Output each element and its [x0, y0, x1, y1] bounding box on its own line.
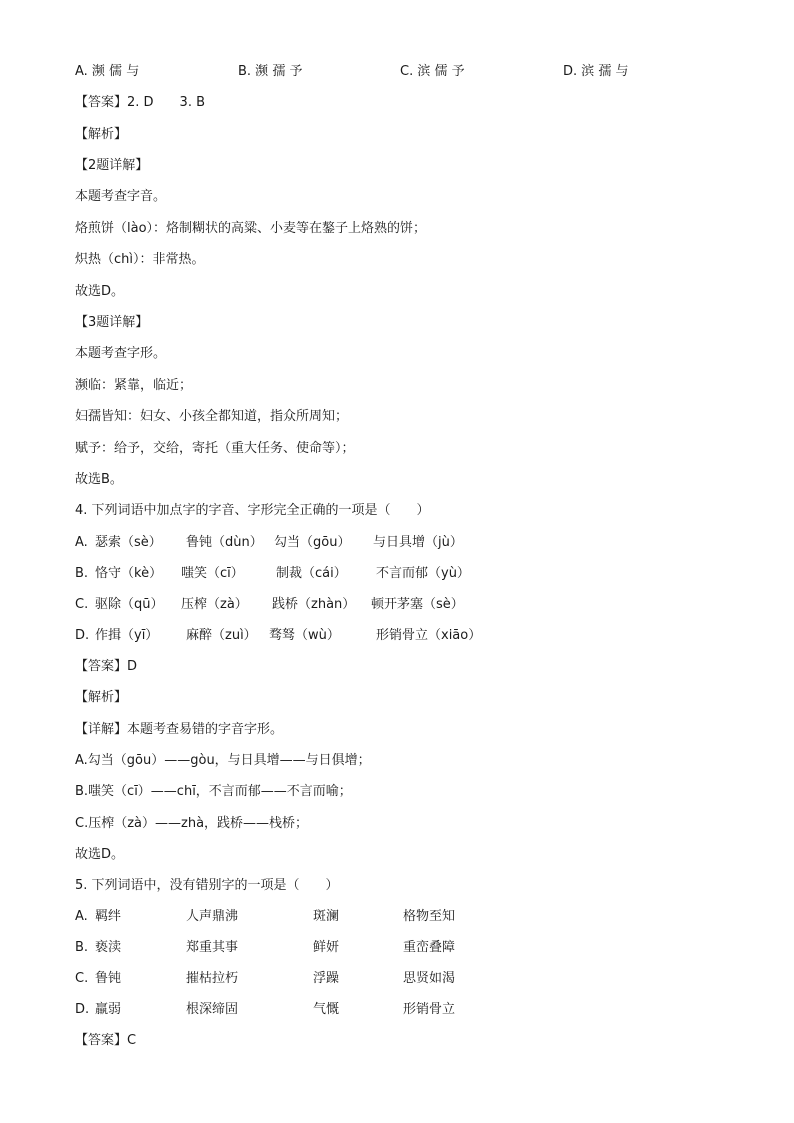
q5-option-cell: 形销骨立 [403, 1002, 456, 1017]
q3-detail-line: 故选B。 [75, 472, 123, 487]
q5-row-label: B. [75, 940, 89, 955]
answer-text: C [127, 1033, 137, 1048]
q4-option-cell: 不言而郁（yù） [376, 566, 470, 581]
q4-detail-line [75, 722, 283, 738]
q5-option-cell: 重峦叠障 [403, 940, 456, 955]
answer-text: 2. D 3. B [127, 95, 206, 110]
q4-option-cell: 驱除（qū） [95, 597, 164, 612]
q4-option-cell: 顿开茅塞（sè） [371, 597, 464, 612]
q3-detail-heading: 【3题详解】 [75, 315, 149, 330]
detail-label: 【详解】 [75, 722, 128, 737]
q5-option-cell: 羁绊 [95, 909, 122, 924]
q2-detail-line: 本题考查字音。 [75, 189, 167, 204]
q2-detail-line: 炽热（chì）：非常热。 [75, 252, 205, 267]
q4-option-cell: 与日具增（jù） [373, 535, 463, 550]
q2-detail-line: 烙煎饼（lào）：烙制糊状的高粱、小麦等在鏊子上烙熟的饼； [75, 221, 427, 236]
q4-detail-line: A.勾当（gōu）——gòu，与日具增——与日俱增； [75, 753, 371, 768]
q5-option-cell: 郑重其事 [186, 940, 239, 955]
answer-line [75, 95, 205, 111]
q5-option-cell: 摧枯拉朽 [186, 971, 239, 986]
q4-row-label: A. [75, 535, 88, 550]
q4-detail-line: B.嗤笑（cī）——chī，不言而郁——不言而喻； [75, 784, 352, 799]
q4-option-cell: 勾当（gōu） [274, 535, 351, 550]
q2-detail-line: 故选D。 [75, 284, 125, 299]
q5-answer-line [75, 1033, 136, 1049]
question-5-stem: 5. 下列词语中，没有错别字的一项是（ ） [75, 878, 339, 893]
q4-option-cell: 瑟索（sè） [95, 535, 162, 550]
q4-detail-line: 故选D。 [75, 847, 125, 862]
q4-option-cell: 嗤笑（cī） [181, 566, 244, 581]
q4-detail-line: C.压榨（zà）——zhà，践桥——栈桥； [75, 816, 309, 831]
q5-option-cell: 浮躁 [313, 971, 340, 986]
q5-option-cell: 鲁钝 [95, 971, 122, 986]
option-b: B. 濒 孺 予 [238, 64, 303, 79]
q5-option-cell: 根深缔固 [186, 1002, 239, 1017]
q5-row-label: D. [75, 1002, 90, 1017]
q4-row-label: C. [75, 597, 89, 612]
detail-text: 本题考查易错的字音字形。 [127, 722, 284, 737]
q4-option-cell: 鲁钝（dùn） [186, 535, 263, 550]
option-c: C. 滨 儒 予 [400, 64, 465, 79]
answer-label: 【答案】 [75, 1033, 128, 1048]
q5-option-cell: 气慨 [313, 1002, 340, 1017]
answer-label: 【答案】 [75, 659, 128, 674]
q4-option-cell: 形销骨立（xiāo） [376, 628, 482, 643]
q4-option-cell: 践桥（zhàn） [272, 597, 356, 612]
q4-row-label: B. [75, 566, 89, 581]
q4-option-cell: 骛驽（wù） [269, 628, 340, 643]
q3-detail-line: 妇孺皆知：妇女、小孩全都知道，指众所周知； [75, 409, 349, 424]
q5-option-cell: 格物至知 [403, 909, 456, 924]
q2-detail-heading: 【2题详解】 [75, 158, 149, 173]
q5-row-label: A. [75, 909, 88, 924]
answer-label: 【答案】 [75, 95, 128, 110]
q5-option-cell: 斑澜 [313, 909, 340, 924]
answer-text: D [127, 659, 138, 674]
q4-answer-line [75, 659, 137, 675]
option-a: A. 濒 儒 与 [75, 64, 140, 79]
q4-row-label: D. [75, 628, 90, 643]
analysis-label: 【解析】 [75, 127, 128, 142]
q5-option-cell: 思贤如渴 [403, 971, 456, 986]
q4-option-cell: 麻醉（zuì） [186, 628, 257, 643]
q3-detail-line: 濒临：紧靠，临近； [75, 378, 193, 393]
q3-detail-line: 赋予：给予，交给，寄托（重大任务、使命等）； [75, 441, 355, 456]
q4-option-cell: 制裁（cái） [276, 566, 347, 581]
q5-option-cell: 鲜妍 [313, 940, 340, 955]
q5-option-cell: 亵渎 [95, 940, 122, 955]
q5-option-cell: 人声鼎沸 [186, 909, 239, 924]
q3-detail-line: 本题考查字形。 [75, 346, 167, 361]
option-d: D. 滨 孺 与 [563, 64, 629, 79]
q4-option-cell: 恪守（kè） [95, 566, 163, 581]
analysis-label: 【解析】 [75, 690, 128, 705]
question-4-stem: 4. 下列词语中加点字的字音、字形完全正确的一项是（ ） [75, 503, 430, 518]
q4-option-cell: 压榨（zà） [181, 597, 248, 612]
q5-option-cell: 羸弱 [95, 1002, 122, 1017]
q4-option-cell: 作揖（yī） [95, 628, 159, 643]
q5-row-label: C. [75, 971, 89, 986]
